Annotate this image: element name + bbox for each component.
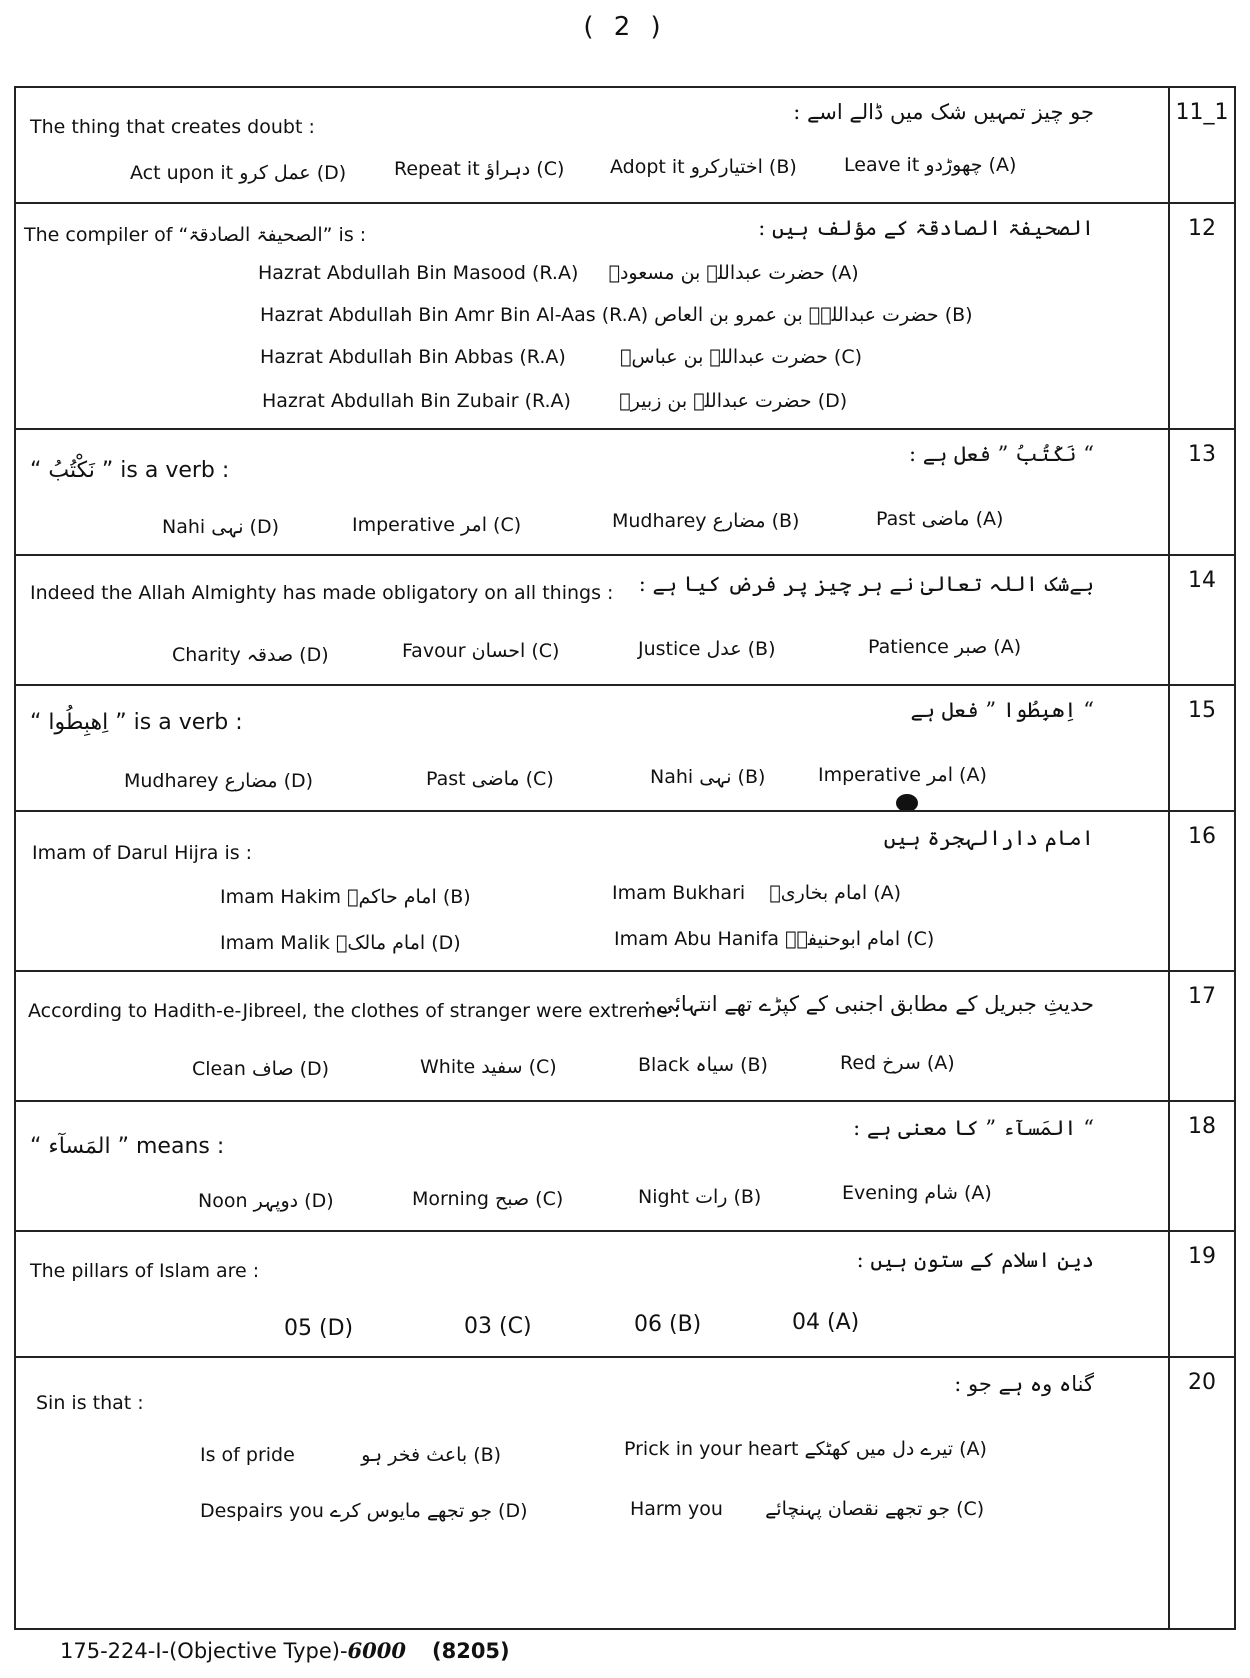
question-number: 16: [1188, 824, 1216, 849]
option-b: Imam Hakim امام حاکمؒ (B): [220, 886, 471, 908]
question-english: Imam of Darul Hijra is :: [32, 842, 253, 864]
option-c: White سفید (C): [420, 1056, 557, 1078]
question-row: [16, 428, 1234, 554]
question-number: 18: [1188, 1114, 1216, 1139]
question-english: “ اِهبِطُوا ” is a verb :: [30, 710, 243, 735]
question-urdu: گناہ وہ ہے جو :: [954, 1372, 1094, 1396]
option-a: Leave it چھوڑدو (A): [844, 154, 1017, 176]
question-urdu: “ نَکْتُبُ ” فعل ہے :: [909, 442, 1094, 466]
option-a: Evening شام (A): [842, 1182, 992, 1204]
question-table: [14, 86, 1236, 1630]
option-c: Harm you جو تجھے نقصان پہنچائے (C): [630, 1498, 985, 1520]
option-c: Past ماضی (C): [426, 768, 554, 790]
page-number: ( 2 ): [583, 12, 667, 42]
option-c: Imam Abu Hanifa امام ابوحنیفہؒ (C): [614, 928, 935, 950]
question-number: 11_1: [1175, 100, 1229, 125]
option-c: Hazrat Abdullah Bin Abbas (R.A) حضرت عبداللہ بن عباسؓ (C): [260, 346, 863, 368]
question-row: [16, 1230, 1234, 1356]
question-row: [16, 970, 1234, 1100]
question-english: The compiler of “الصحیفۃ الصادقۃ” is :: [24, 224, 367, 246]
option-d: Noon دوپہر (D): [198, 1190, 334, 1212]
option-b: Justice عدل (B): [638, 638, 776, 660]
option-c: Imperative امر (C): [352, 514, 522, 536]
paper-code: 175-224-I-(Objective Type)-: [60, 1639, 348, 1663]
option-d: 05 (D): [284, 1316, 354, 1341]
option-a: Past ماضی (A): [876, 508, 1004, 530]
option-d: Mudharey مضارع (D): [124, 770, 314, 792]
option-c: 03 (C): [464, 1314, 532, 1339]
option-b: Mudharey مضارع (B): [612, 510, 800, 532]
option-a: Patience صبر (A): [868, 636, 1022, 658]
question-number: 17: [1188, 984, 1216, 1009]
option-a: Prick in your heart تیرے دل میں کھٹکے (A): [624, 1438, 987, 1460]
question-english: “ المَسآء ” means :: [30, 1134, 225, 1159]
option-b: 06 (B): [634, 1312, 702, 1337]
option-d: Clean صاف (D): [192, 1058, 330, 1080]
question-number: 20: [1188, 1370, 1216, 1395]
question-row: [16, 810, 1234, 970]
option-d: Imam Malik امام مالکؒ (D): [220, 932, 461, 954]
question-urdu: بےشک اللہ تعالیٰ نے ہر چیز پر فرض کیا ہے :: [638, 572, 1094, 596]
question-number: 15: [1188, 698, 1216, 723]
question-urdu: جو چیز تمہیں شک میں ڈالے اسے :: [793, 100, 1094, 124]
option-d: Hazrat Abdullah Bin Zubair (R.A) حضرت عبداللہ بن زبیرؓ (D): [262, 390, 848, 412]
question-number: 12: [1188, 216, 1216, 241]
question-row: [16, 1100, 1234, 1230]
question-urdu: حدیثِ جبریل کے مطابق اجنبی کے کپڑے تھے انتہائی :: [643, 992, 1094, 1016]
option-c: Favour احسان (C): [402, 640, 560, 662]
question-urdu: “ المَسآء ” کا معنی ہے :: [853, 1116, 1094, 1140]
question-row: [16, 1356, 1234, 1628]
question-urdu: الصحیفۃ الصادقۃ کے مؤلف ہیں :: [758, 216, 1094, 240]
question-row: [16, 88, 1234, 202]
option-a: Imperative امر (A): [818, 764, 987, 786]
option-b: Adopt it اختیارکرو (B): [610, 156, 797, 178]
question-english: According to Hadith-e-Jibreel, the clothes of stranger were extreme :: [28, 1000, 681, 1022]
question-english: Indeed the Allah Almighty has made obligatory on all things :: [30, 582, 614, 604]
handwritten-mark: 6000: [347, 1638, 406, 1663]
option-c: Repeat it دہراؤ (C): [394, 158, 565, 180]
question-row: [16, 202, 1234, 428]
option-d: Despairs you جو تجھے مایوس کرے (D): [200, 1500, 528, 1522]
option-c: Morning صبح (C): [412, 1188, 564, 1210]
question-number: 13: [1188, 442, 1216, 467]
question-urdu: “ اِهبِطُوا ” فعل ہے: [910, 698, 1094, 722]
option-a: Imam Bukhari امام بخاریؒ (A): [612, 882, 902, 904]
question-english: Sin is that :: [36, 1392, 144, 1414]
option-a: 04 (A): [792, 1310, 860, 1335]
option-d: Nahi نہی (D): [162, 516, 280, 538]
question-row: [16, 554, 1234, 684]
option-d: Charity صدقہ (D): [172, 644, 329, 666]
option-b: Black سیاہ (B): [638, 1054, 768, 1076]
option-a: Red سرخ (A): [840, 1052, 955, 1074]
paper-number: (8205): [432, 1639, 510, 1663]
option-b: Nahi نہی (B): [650, 766, 766, 788]
question-urdu: دین اسلام کے ستون ہیں :: [856, 1248, 1094, 1272]
option-d: Act upon it عمل کرو (D): [130, 162, 347, 184]
paper-code-footer: [60, 1638, 510, 1663]
question-row: [16, 684, 1234, 810]
option-b: Is of pride باعث فخر ہو (B): [200, 1444, 502, 1466]
question-english: The pillars of Islam are :: [30, 1260, 260, 1282]
option-b: Hazrat Abdullah Bin Amr Bin Al-Aas (R.A) حضرت عبداللہؓ بن عمرو بن العاص (B): [260, 304, 973, 326]
option-a: Hazrat Abdullah Bin Masood (R.A) حضرت عبداللہ بن مسعودؓ (A): [258, 262, 859, 284]
question-english: The thing that creates doubt :: [30, 116, 315, 138]
question-number: 14: [1188, 568, 1216, 593]
question-urdu: امام دارالہجرۃ ہیں: [883, 826, 1094, 850]
question-number: 19: [1188, 1244, 1216, 1269]
option-b: Night رات (B): [638, 1186, 762, 1208]
question-english: “ نَکْتُبُ ” is a verb :: [30, 458, 230, 483]
